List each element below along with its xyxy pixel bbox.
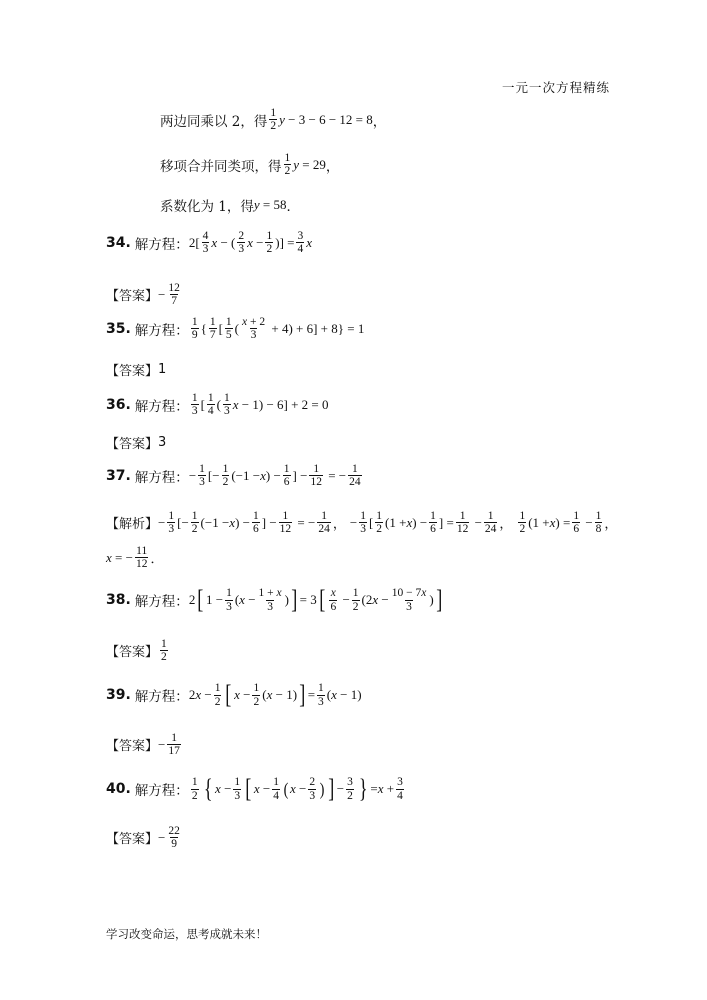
problem-number: 34. [106, 234, 131, 251]
answer-label: 【解析】 [106, 517, 159, 533]
problem-number: 40. [106, 781, 131, 797]
problem-number: 36. [106, 396, 131, 413]
step-tail: ． [286, 199, 301, 215]
answer-label: 【答案】 [106, 645, 159, 661]
answer-value: − $\frac{12}{7}$ [158, 282, 180, 308]
math-expression: $\frac{1}{2}$ y = 29 [284, 152, 326, 178]
answer-value: 3 [158, 435, 167, 450]
problem-label: 解方程： [134, 594, 189, 610]
equation: − $\frac{1}{3}$ [− $\frac{1}{2}$ (−1 − x ) − $\frac{1}{6}$ ] − $\frac{1}{12}$ = − $\frac{1}{24}$ [188, 463, 361, 489]
answer-38 [106, 638, 170, 663]
problem-number: 37. [106, 467, 131, 484]
equation: $\frac{1}{9}$ { $\frac{1}{7}$ [ $\frac{1}{5}$ ( $\frac{x + 2}{3}$ + 4) + 6] + 8} = 1 [191, 316, 365, 342]
answer-label: 【答案】 [106, 832, 159, 848]
step-text: 两边同乘以 2，得 [160, 113, 268, 130]
answer-40 [106, 825, 183, 850]
problem-40 [106, 776, 406, 802]
answer-label: 【答案】 [106, 364, 159, 379]
step-line-2 [160, 152, 339, 177]
equation: $\frac{1}{3}$ [ $\frac{1}{4}$ ( $\frac{1}{3}$ x − 1) − 6] + 2 = 0 [191, 392, 329, 418]
step-line-3 [160, 195, 300, 215]
problem-34 [106, 230, 312, 255]
problem-37 [106, 463, 364, 488]
problem-39 [106, 682, 362, 708]
problem-label: 解方程： [134, 783, 189, 799]
answer-39 [106, 732, 183, 757]
solution-37-line-2 [106, 545, 163, 570]
solution-result: x = − $\frac{11}{12}$ ． [106, 545, 164, 571]
step-text: 移项合并同类项，得 [160, 158, 282, 175]
solution-expression: − $\frac{1}{3}$ [− $\frac{1}{2}$ (−1 − x ) − $\frac{1}{6}$ ] − $\frac{1}{12}$ = − $\frac{1}{24}$ ， − $\frac{1}{3}$ [ $\frac{1}{2}$ (1 + x ) − $\frac{1}{6}$ ] = $\frac{1}{12}$ − $\frac{1}{24}$ ， $\frac{1}{2}$ (1 + x ) = $\frac{1}{6}$ − $\frac{1}{8}$ ， [158, 510, 618, 536]
problem-label: 解方程： [134, 398, 189, 415]
answer-35 [106, 360, 166, 379]
step-text: 系数化为 1，得 [160, 199, 254, 215]
problem-label: 解方程： [134, 469, 189, 486]
page-footer-text: 学习改变命运，思考成就未来！ [106, 927, 267, 941]
equation: 2[ $\frac{4}{3}$ x − ( $\frac{2}{3}$ x − $\frac{1}{2}$ )] = $\frac{3}{4}$ x [188, 230, 313, 256]
answer-value: $\frac{1}{2}$ [161, 638, 167, 664]
answer-label: 【答案】 [106, 739, 159, 755]
problem-label: 解方程： [134, 689, 189, 705]
math-expression: y = 58 [253, 197, 287, 212]
answer-label: 【答案】 [106, 437, 159, 452]
step-line-1 [160, 107, 386, 132]
equation: 2 [ 1 − $\frac{1}{3}$ ( x − $\frac{1 + x}{3}$ ) ] = 3 [ $\frac{x}{6}$ − $\frac{1}{2}$ (2 x − $\frac{10 - 7x}{3}$ ) ] [188, 585, 443, 614]
answer-36 [106, 433, 166, 452]
answer-label: 【答案】 [106, 289, 159, 305]
problem-label: 解方程： [134, 236, 189, 253]
problem-36 [106, 392, 329, 417]
page-header-title: 一元一次方程精练 [501, 80, 610, 95]
answer-value: − $\frac{22}{9}$ [158, 825, 180, 851]
answer-value: − $\frac{1}{17}$ [158, 732, 180, 758]
problem-label: 解方程： [134, 322, 189, 339]
equation: 2 x − $\frac{1}{2}$ [ x − $\frac{1}{2}$ ( x − 1) ] = $\frac{1}{3}$ ( x − 1) [188, 680, 362, 709]
problem-number: 38. [106, 592, 131, 608]
step-tail: ， [325, 158, 340, 175]
problem-35 [106, 316, 364, 341]
problem-number: 39. [106, 687, 131, 703]
equation: $\frac{1}{2}$ { x − $\frac{1}{3}$ [ x − $\frac{1}{4}$ ( x − $\frac{2}{3}$ ) ] − $\frac{3}{2}$ } = x + $\frac{3}{4}$ [191, 774, 403, 803]
solution-37-line-1 [106, 510, 617, 535]
answer-value: 1 [158, 362, 167, 377]
problem-number: 35. [106, 320, 131, 337]
problem-38 [106, 587, 444, 613]
math-expression: $\frac{1}{2}$ y − 3 − 6 − 12 = 8 [270, 107, 373, 133]
answer-34 [106, 282, 183, 307]
step-tail: ， [372, 113, 387, 130]
